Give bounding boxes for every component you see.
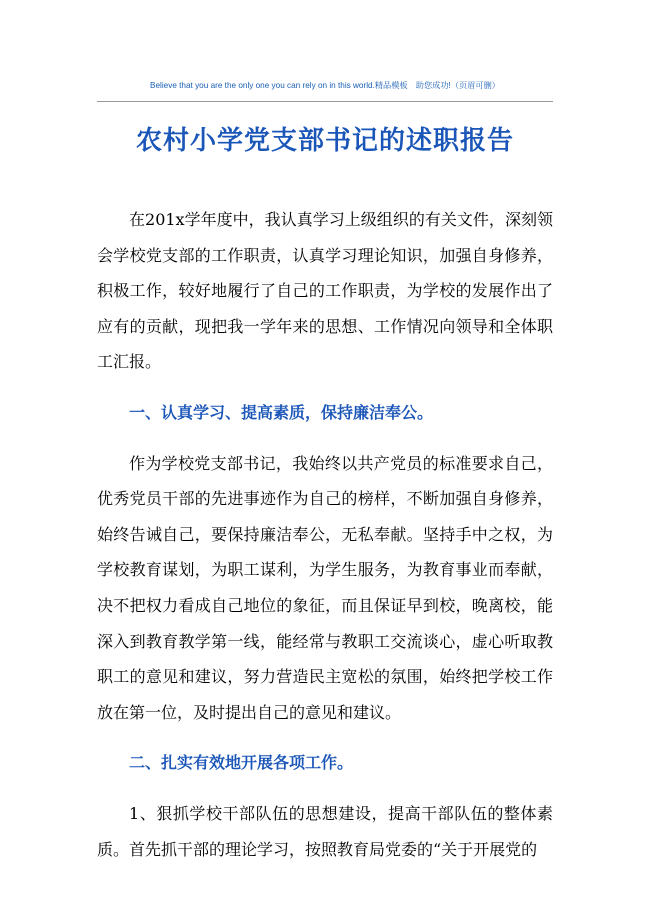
section-2-paragraph: 1、狠抓学校干部队伍的思想建设，提高干部队伍的整体素质。首先抓干部的理论学习，按照教育局党委的“关于开展党的 (97, 803, 553, 859)
header-divider (97, 101, 553, 102)
intro-paragraph: 在201x学年度中，我认真学习上级组织的有关文件，深刻领会学校党支部的工作职责，认真学习理论知识，加强自身修养，积极工作，较好地履行了自己的工作职责，为学校的发展作出了应有的贡献，现把我一学年来的思想、工作情况向领导和全体职工汇报。 (97, 210, 553, 372)
page-header: Believe that you are the only one you can rely on in this world.精品模板 助您成功!（页眉可删） (150, 81, 500, 90)
section-1-paragraph: 作为学校党支部书记，我始终以共产党员的标准要求自己，优秀党员干部的先进事迹作为自己的榜样，不断加强自身修养，始终告诫自己，要保持廉洁奉公，无私奉献。坚持手中之权，为学校教育谋划，为职工谋利，为学生服务，为教育事业而奉献，决不把权力看成自己地位的象征，而且保证早到校，晚离校，能深入到教育教学第一线，能经常与教职工交流谈心，虚心听取教职工的意见和建议，努力营造民主宽松的氛围，始终把学校工作放在第一位，及时提出自己的意见和建议。 (97, 453, 553, 722)
document-title: 农村小学党支部书记的述职报告 (135, 126, 514, 156)
document-body (97, 202, 553, 867)
section-1-heading: 一、认真学习、提高素质，保持廉洁奉公。 (129, 402, 434, 422)
section-2-heading: 二、扎实有效地开展各项工作。 (129, 753, 354, 773)
